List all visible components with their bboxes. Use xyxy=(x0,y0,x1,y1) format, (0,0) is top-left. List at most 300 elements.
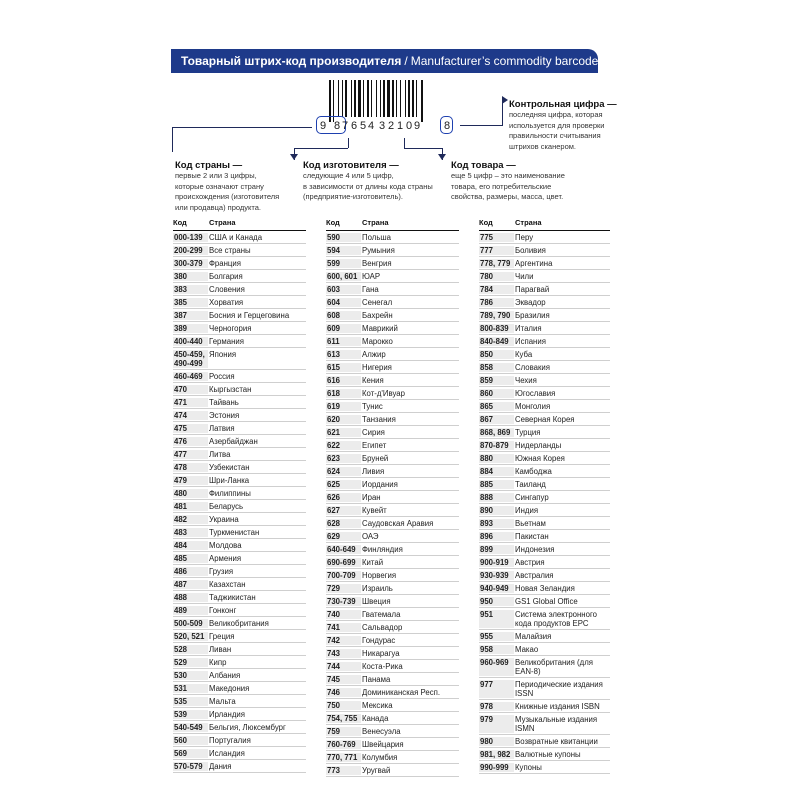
table-row xyxy=(326,556,459,569)
country-code-cell: 400-440 xyxy=(173,337,208,346)
country-code-cell: 619 xyxy=(326,402,361,411)
table-row xyxy=(326,322,459,335)
table-row xyxy=(173,422,306,435)
country-code-cell: 479 xyxy=(173,476,208,485)
country-code-cell: 611 xyxy=(326,337,361,346)
barcode-bar xyxy=(354,80,356,117)
country-code-cell: 784 xyxy=(479,285,514,294)
manufacturer-code-title: Код изготовителя — xyxy=(303,160,399,171)
table-row xyxy=(326,452,459,465)
country-name-cell: GS1 Global Office xyxy=(515,596,578,606)
country-code-cell: 900-919 xyxy=(479,558,514,567)
country-code-cell: 480 xyxy=(173,489,208,498)
country-name-cell: Купоны xyxy=(515,762,542,772)
country-name-cell: Бруней xyxy=(362,453,389,463)
barcode-bar xyxy=(421,80,423,122)
table-row xyxy=(326,621,459,634)
table-row xyxy=(326,426,459,439)
table-row xyxy=(173,721,306,734)
table-row xyxy=(326,270,459,283)
table-row xyxy=(326,595,459,608)
country-name-cell: Испания xyxy=(515,336,546,346)
country-code-cell: 560 xyxy=(173,736,208,745)
country-name-cell: Панама xyxy=(362,674,391,684)
table-row xyxy=(173,435,306,448)
table-row xyxy=(326,738,459,751)
table-row xyxy=(326,712,459,725)
table-row xyxy=(173,578,306,591)
country-code-cell: 629 xyxy=(326,532,361,541)
barcode-bar xyxy=(376,80,377,117)
country-name-cell: Германия xyxy=(209,336,244,346)
table-row xyxy=(173,257,306,270)
country-code-cell: 700-709 xyxy=(326,571,361,580)
table-row xyxy=(173,695,306,708)
country-name-cell: Словакия xyxy=(515,362,550,372)
country-name-cell: Аргентина xyxy=(515,258,553,268)
country-name-cell: Перу xyxy=(515,232,534,242)
table-row xyxy=(173,643,306,656)
barcode-bar xyxy=(371,80,372,117)
product-desc-line: товара, его потребительские xyxy=(451,181,552,191)
country-code-cell: 800-839 xyxy=(479,324,514,333)
country-code-cell: 930-939 xyxy=(479,571,514,580)
table-row xyxy=(479,678,610,700)
country-code-cell: 746 xyxy=(326,688,361,697)
table-row xyxy=(173,747,306,760)
barcode-bar xyxy=(363,80,364,117)
country-code-cell: 603 xyxy=(326,285,361,294)
country-code-cell: 899 xyxy=(479,545,514,554)
table-row xyxy=(173,383,306,396)
table-row xyxy=(326,478,459,491)
table-row xyxy=(326,660,459,673)
country-code-cell: 385 xyxy=(173,298,208,307)
country-code-cell: 569 xyxy=(173,749,208,758)
table-row xyxy=(173,409,306,422)
country-name-cell: Таджикистан xyxy=(209,592,256,602)
country-code-cell: 690-699 xyxy=(326,558,361,567)
table-row xyxy=(173,396,306,409)
table-header xyxy=(479,218,610,231)
country-name-cell: Монголия xyxy=(515,401,551,411)
barcode-bar xyxy=(367,80,369,117)
country-name-cell: Канада xyxy=(362,713,389,723)
country-name-cell: Марокко xyxy=(362,336,393,346)
country-code-cell: 482 xyxy=(173,515,208,524)
country-name-cell: Италия xyxy=(515,323,542,333)
header-code: Код xyxy=(479,218,493,227)
table-row xyxy=(479,335,610,348)
table-row xyxy=(326,309,459,322)
table-row xyxy=(173,270,306,283)
country-name-cell: Латвия xyxy=(209,423,235,433)
country-code-callout xyxy=(175,160,295,213)
barcode-digit: 2 xyxy=(388,120,395,132)
country-code-cell: 520, 521 xyxy=(173,632,208,641)
country-code-cell: 615 xyxy=(326,363,361,372)
barcode-bar xyxy=(408,80,410,117)
product-code-callout xyxy=(451,160,586,203)
table-row xyxy=(326,504,459,517)
country-code-cell: 475 xyxy=(173,424,208,433)
country-name-cell: Гонконг xyxy=(209,605,237,615)
table-row xyxy=(173,630,306,643)
country-code-cell: 880 xyxy=(479,454,514,463)
country-name-cell: Черногория xyxy=(209,323,252,333)
country-name-cell: Молдова xyxy=(209,540,242,550)
country-desc-line: которые означают страну xyxy=(175,181,264,191)
country-name-cell: Шри-Ланка xyxy=(209,475,250,485)
country-name-cell: Украина xyxy=(209,514,239,524)
check-digit: 8 xyxy=(444,120,451,132)
country-name-cell: Эстония xyxy=(209,410,240,420)
table-row xyxy=(173,565,306,578)
table-row xyxy=(326,283,459,296)
country-code-cell: 865 xyxy=(479,402,514,411)
check-digit-description xyxy=(509,110,619,152)
table-row xyxy=(479,296,610,309)
country-name-cell: Венесуэла xyxy=(362,726,401,736)
table-row xyxy=(326,348,459,361)
country-name-cell: Северная Корея xyxy=(515,414,575,424)
country-name-cell: Колумбия xyxy=(362,752,398,762)
country-name-cell: Португалия xyxy=(209,735,251,745)
country-name-cell: Австрия xyxy=(515,557,545,567)
country-code-cell: 760-769 xyxy=(326,740,361,749)
header-country: Страна xyxy=(515,218,542,227)
country-table-col-1 xyxy=(173,218,306,773)
country-code-title: Код страны — xyxy=(175,160,243,171)
country-name-cell: Вьетнам xyxy=(515,518,546,528)
barcode-bar xyxy=(380,80,381,117)
country-code-cell: 487 xyxy=(173,580,208,589)
country-code-cell: 539 xyxy=(173,710,208,719)
country-code-cell: 387 xyxy=(173,311,208,320)
table-row xyxy=(173,283,306,296)
table-row xyxy=(479,748,610,761)
table-row xyxy=(326,751,459,764)
country-name-cell: Гватемала xyxy=(362,609,401,619)
country-name-cell: Кения xyxy=(362,375,384,385)
table-row xyxy=(173,682,306,695)
country-name-cell: Музыкальные издания ISMN xyxy=(515,714,598,733)
country-name-cell: Польша xyxy=(362,232,391,242)
country-name-cell: Дания xyxy=(209,761,232,771)
table-row xyxy=(326,530,459,543)
table-rows xyxy=(173,231,306,773)
country-code-cell: 529 xyxy=(173,658,208,667)
table-header xyxy=(173,218,306,231)
table-row xyxy=(479,270,610,283)
country-code-cell: 616 xyxy=(326,376,361,385)
table-row xyxy=(173,231,306,244)
country-name-cell: Сирия xyxy=(362,427,385,437)
country-code-cell: 389 xyxy=(173,324,208,333)
country-code-cell: 600, 601 xyxy=(326,272,361,281)
country-name-cell: Чехия xyxy=(515,375,537,385)
table-row xyxy=(326,231,459,244)
country-code-cell: 570-579 xyxy=(173,762,208,771)
country-name-cell: ЮАР xyxy=(362,271,381,281)
country-name-cell: Новая Зеландия xyxy=(515,583,575,593)
country-name-cell: Бахрейн xyxy=(362,310,393,320)
table-row xyxy=(479,374,610,387)
country-name-cell: Нидерланды xyxy=(515,440,562,450)
country-name-cell: Макао xyxy=(515,644,539,654)
table-row xyxy=(479,630,610,643)
title-english: Manufacturer’s commodity barcode xyxy=(410,54,599,68)
country-code-cell: 885 xyxy=(479,480,514,489)
country-code-cell: 618 xyxy=(326,389,361,398)
barcode-bar xyxy=(342,80,343,117)
country-name-cell: Мексика xyxy=(362,700,393,710)
table-row xyxy=(479,761,610,774)
table-rows xyxy=(479,231,610,774)
country-code-cell: 786 xyxy=(479,298,514,307)
country-code-cell: 778, 779 xyxy=(479,259,514,268)
country-name-cell: Эквадор xyxy=(515,297,546,307)
table-row xyxy=(479,582,610,595)
header-code: Код xyxy=(173,218,187,227)
table-row xyxy=(173,513,306,526)
table-row xyxy=(173,708,306,721)
table-row xyxy=(479,244,610,257)
table-row xyxy=(479,713,610,735)
country-name-cell: Литва xyxy=(209,449,231,459)
country-code-cell: 488 xyxy=(173,593,208,602)
table-row xyxy=(173,669,306,682)
table-row xyxy=(479,517,610,530)
country-name-cell: Армения xyxy=(209,553,242,563)
check-desc-line: последняя цифра, которая xyxy=(509,110,603,119)
barcode-bar xyxy=(338,80,339,117)
country-name-cell: Ливан xyxy=(209,644,232,654)
country-code-cell: 730-739 xyxy=(326,597,361,606)
table-row xyxy=(326,413,459,426)
country-code-cell: 609 xyxy=(326,324,361,333)
table-row xyxy=(173,348,306,370)
country-code-cell: 958 xyxy=(479,645,514,654)
country-code-cell: 744 xyxy=(326,662,361,671)
table-row xyxy=(479,569,610,582)
barcode-bar xyxy=(392,80,394,117)
table-row xyxy=(326,725,459,738)
country-name-cell: Россия xyxy=(209,371,235,381)
country-name-cell: Индия xyxy=(515,505,539,515)
country-name-cell: Египет xyxy=(362,440,387,450)
table-row xyxy=(326,374,459,387)
country-name-cell: Доминиканская Респ. xyxy=(362,687,440,697)
country-name-cell: Кыргызстан xyxy=(209,384,252,394)
country-name-cell: Уругвай xyxy=(362,765,391,775)
table-row xyxy=(173,335,306,348)
country-code-cell: 540-549 xyxy=(173,723,208,732)
country-code-cell: 870-879 xyxy=(479,441,514,450)
country-code-cell: 530 xyxy=(173,671,208,680)
table-row xyxy=(479,283,610,296)
table-row xyxy=(479,348,610,361)
table-row xyxy=(479,543,610,556)
barcode-bar xyxy=(412,80,414,117)
country-name-cell: Болгария xyxy=(209,271,243,281)
country-name-cell: Хорватия xyxy=(209,297,244,307)
country-name-cell: Все страны xyxy=(209,245,251,255)
country-code-cell: 980 xyxy=(479,737,514,746)
barcode-digit: 8 xyxy=(334,120,341,132)
country-name-cell: ОАЭ xyxy=(362,531,379,541)
country-name-cell: Южная Корея xyxy=(515,453,565,463)
country-code-description xyxy=(175,171,295,213)
table-row xyxy=(479,465,610,478)
country-code-cell: 858 xyxy=(479,363,514,372)
manufacturer-desc-line: следующие 4 или 5 цифр, xyxy=(303,171,394,180)
country-name-cell: Швеция xyxy=(362,596,391,606)
barcode-illustration xyxy=(313,80,453,136)
country-code-cell: 840-849 xyxy=(479,337,514,346)
table-row xyxy=(173,760,306,773)
barcode-digit: 3 xyxy=(379,120,386,132)
table-row xyxy=(173,591,306,604)
country-code-cell: 485 xyxy=(173,554,208,563)
table-row xyxy=(173,448,306,461)
barcode-digit: 4 xyxy=(368,120,375,132)
country-code-cell: 780 xyxy=(479,272,514,281)
country-name-cell: Филиппины xyxy=(209,488,251,498)
country-name-cell: Коста-Рика xyxy=(362,661,403,671)
country-code-cell: 741 xyxy=(326,623,361,632)
leader-product-up xyxy=(404,138,405,148)
country-name-cell: Япония xyxy=(209,349,237,359)
country-code-cell: 613 xyxy=(326,350,361,359)
country-code-cell: 759 xyxy=(326,727,361,736)
header-country: Страна xyxy=(209,218,236,227)
country-code-cell: 777 xyxy=(479,246,514,255)
country-name-cell: Словения xyxy=(209,284,245,294)
check-desc-line: правильности считывания xyxy=(509,131,601,140)
country-code-cell: 860 xyxy=(479,389,514,398)
leader-country-vertical xyxy=(172,127,173,152)
barcode-bar xyxy=(396,80,397,117)
country-code-cell: 745 xyxy=(326,675,361,684)
country-code-cell: 868, 869 xyxy=(479,428,514,437)
country-name-cell: Великобритания (для EAN-8) xyxy=(515,657,593,676)
country-code-cell: 500-509 xyxy=(173,619,208,628)
country-name-cell: Ирландия xyxy=(209,709,245,719)
country-code-cell: 383 xyxy=(173,285,208,294)
country-name-cell: Китай xyxy=(362,557,384,567)
country-code-cell: 990-999 xyxy=(479,763,514,772)
country-name-cell: Франция xyxy=(209,258,241,268)
country-code-cell: 594 xyxy=(326,246,361,255)
country-name-cell: Маврикий xyxy=(362,323,398,333)
table-row xyxy=(479,608,610,630)
country-name-cell: Тунис xyxy=(362,401,383,411)
country-code-cell: 960-969 xyxy=(479,658,514,676)
check-desc-line: используется для проверки xyxy=(509,120,605,130)
table-row xyxy=(479,504,610,517)
country-code-cell: 775 xyxy=(479,233,514,242)
country-name-cell: Гондурас xyxy=(362,635,396,645)
country-name-cell: Индонезия xyxy=(515,544,555,554)
table-row xyxy=(326,686,459,699)
table-row xyxy=(479,387,610,400)
country-code-cell: 977 xyxy=(479,680,514,698)
country-name-cell: Сальвадор xyxy=(362,622,403,632)
country-name-cell: Грузия xyxy=(209,566,234,576)
country-name-cell: Сенегал xyxy=(362,297,393,307)
country-name-cell: Валютные купоны xyxy=(515,749,581,759)
country-code-cell: 478 xyxy=(173,463,208,472)
table-row xyxy=(326,439,459,452)
table-row xyxy=(479,452,610,465)
table-row xyxy=(479,309,610,322)
country-name-cell: Саудовская Аравия xyxy=(362,518,434,528)
country-code-cell: 890 xyxy=(479,506,514,515)
table-row xyxy=(326,517,459,530)
barcode-digit: 7 xyxy=(342,120,349,132)
country-code-cell: 624 xyxy=(326,467,361,476)
country-name-cell: Алжир xyxy=(362,349,386,359)
country-code-cell: 625 xyxy=(326,480,361,489)
country-name-cell: Венгрия xyxy=(362,258,392,268)
country-name-cell: Ливия xyxy=(362,466,385,476)
country-code-cell: 000-139 xyxy=(173,233,208,242)
country-name-cell: Узбекистан xyxy=(209,462,250,472)
country-name-cell: Великобритания xyxy=(209,618,269,628)
country-name-cell: Азербайджан xyxy=(209,436,258,446)
table-row xyxy=(326,335,459,348)
table-row xyxy=(173,604,306,617)
country-name-cell: Кувейт xyxy=(362,505,387,515)
table-row xyxy=(173,734,306,747)
check-digit-title: Контрольная цифра — xyxy=(509,99,617,110)
table-row xyxy=(326,465,459,478)
country-code-cell: 789, 790 xyxy=(479,311,514,320)
table-row xyxy=(326,582,459,595)
country-name-cell: Система электронного кода продуктов EPC xyxy=(515,609,597,628)
table-row xyxy=(173,656,306,669)
table-row xyxy=(479,735,610,748)
table-row xyxy=(326,608,459,621)
country-name-cell: Израиль xyxy=(362,583,393,593)
table-row xyxy=(326,244,459,257)
table-row xyxy=(173,617,306,630)
table-row xyxy=(479,478,610,491)
country-code-cell: 640-649 xyxy=(326,545,361,554)
product-desc-line: свойства, размеры, масса, цвет. xyxy=(451,192,564,201)
country-code-cell: 476 xyxy=(173,437,208,446)
country-code-cell: 483 xyxy=(173,528,208,537)
barcode-digit: 6 xyxy=(351,120,358,132)
country-code-cell: 528 xyxy=(173,645,208,654)
country-name-cell: Возвратные квитанции xyxy=(515,736,598,746)
country-code-cell: 740 xyxy=(326,610,361,619)
table-row xyxy=(173,552,306,565)
country-code-cell: 486 xyxy=(173,567,208,576)
table-row xyxy=(326,699,459,712)
barcode-digit: 1 xyxy=(397,120,404,132)
country-name-cell: Иордания xyxy=(362,479,398,489)
country-code-cell: 621 xyxy=(326,428,361,437)
country-name-cell: Боливия xyxy=(515,245,546,255)
header-code: Код xyxy=(326,218,340,227)
country-name-cell: Никарагуа xyxy=(362,648,400,658)
check-digit-callout xyxy=(509,99,619,152)
leader-manufacturer-up xyxy=(348,138,349,148)
country-code-cell: 888 xyxy=(479,493,514,502)
country-code-cell: 950 xyxy=(479,597,514,606)
